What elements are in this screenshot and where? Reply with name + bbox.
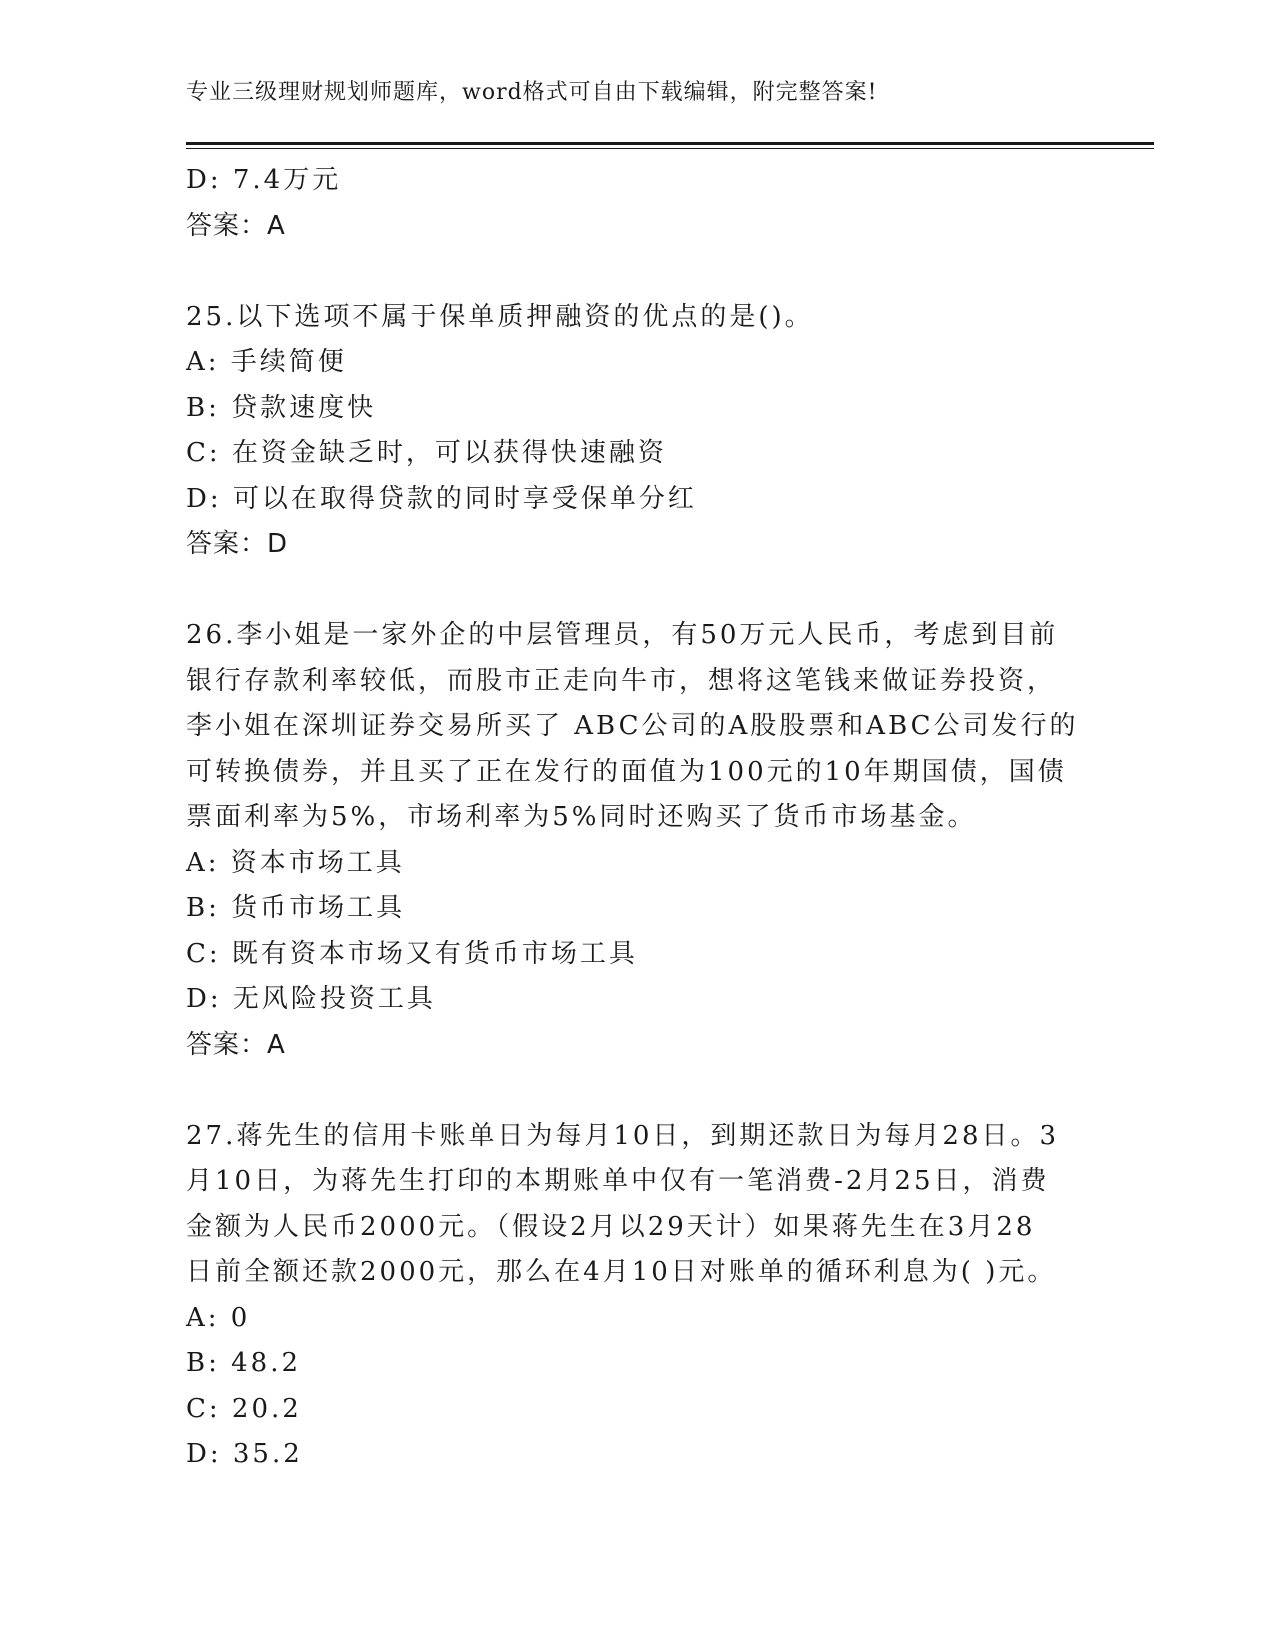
option-c: C: 20.2	[186, 1393, 302, 1424]
option-c: C: 既有资本市场又有货币市场工具	[186, 938, 638, 969]
option-b: B: 贷款速度快	[186, 392, 377, 423]
question-text: 26.李小姐是一家外企的中层管理员，有50万元人民币，考虑到目前	[186, 620, 1059, 650]
option-b: B: 48.2	[186, 1348, 302, 1378]
option-c: C: 在资金缺乏时，可以获得快速融资	[186, 438, 667, 468]
question-text: 李小姐在深圳证券交易所买了 ABC公司的A股股票和ABC公司发行的	[186, 711, 1079, 741]
question-text: 银行存款利率较低，而股市正走向牛市，想将这笔钱来做证券投资，	[186, 665, 1057, 696]
option-d: D: 7.4万元	[186, 165, 342, 195]
option-d: D: 可以在取得贷款的同时享受保单分红	[186, 483, 697, 514]
question-text: 日前全额还款2000元，那么在4月10日对账单的循环利息为( )元。	[186, 1257, 1057, 1287]
document-body	[186, 158, 1086, 1478]
question-text: 可转换债券，并且买了正在发行的面值为100元的10年期国债，国债	[186, 756, 1067, 787]
question-27	[186, 1114, 1086, 1478]
answer-line: 答案：D	[186, 529, 289, 559]
question-26	[186, 613, 1086, 1068]
spacer	[186, 1068, 1086, 1114]
option-a: A: 0	[186, 1302, 251, 1333]
header-rule	[186, 142, 1154, 145]
spacer	[186, 249, 1086, 295]
answer-line: 答案：A	[186, 210, 286, 241]
question-25	[186, 295, 1086, 568]
option-a: A: 资本市场工具	[186, 847, 405, 878]
question-text: 票面利率为5%，市场利率为5%同时还购买了货币市场基金。	[186, 802, 977, 832]
page-header: 专业三级理财规划师题库，word格式可自由下载编辑，附完整答案!	[186, 80, 878, 105]
question-text: 25.以下选项不属于保单质押融资的优点的是()。	[186, 301, 814, 332]
question-text: 月10日，为蒋先生打印的本期账单中仅有一笔消费-2月25日，消费	[186, 1166, 1050, 1196]
option-d: D: 35.2	[186, 1439, 303, 1469]
spacer	[186, 568, 1086, 614]
option-b: B: 货币市场工具	[186, 893, 406, 923]
answer-line: 答案：A	[186, 1029, 286, 1060]
option-a: A: 手续简便	[186, 347, 347, 377]
question-text: 27.蒋先生的信用卡账单日为每月10日，到期还款日为每月28日。3	[186, 1120, 1060, 1151]
header-rule-thin	[186, 148, 1154, 149]
question-text: 金额为人民币2000元。（假设2月以29天计）如果蒋先生在3月28	[186, 1211, 1036, 1242]
option-d: D: 无风险投资工具	[186, 984, 436, 1014]
